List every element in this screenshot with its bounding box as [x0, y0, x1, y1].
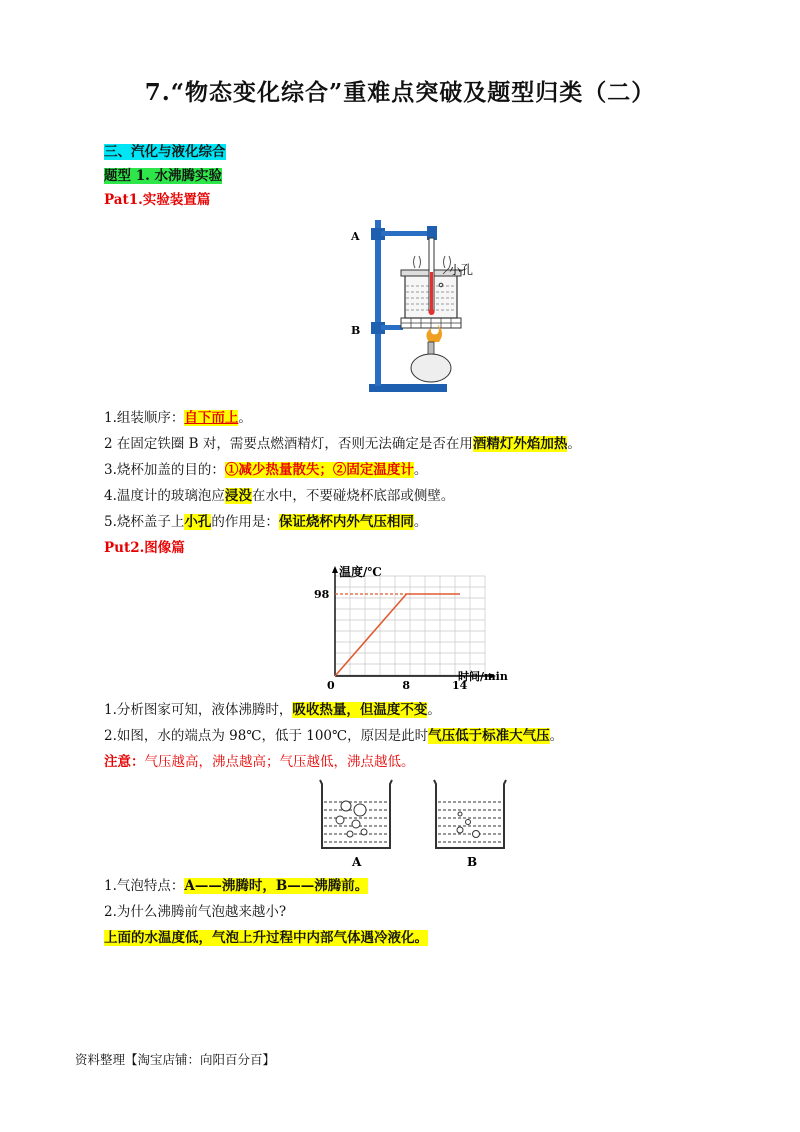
part1-item5-suffix: 。 — [413, 514, 428, 530]
part1-item1-prefix: 1.组装顺序： — [104, 410, 185, 426]
type-heading — [104, 166, 222, 186]
part3-answer — [104, 928, 428, 948]
part1-item3-answer: ①减少热量散失；②固定温度计 — [224, 462, 414, 478]
thermometer-liquid — [430, 272, 433, 312]
part1-item3-suffix: 。 — [413, 462, 428, 478]
part3-item1 — [104, 876, 368, 896]
section-heading-text: 三、汽化与液化综合 — [104, 144, 226, 160]
label-a: A — [351, 230, 360, 243]
part1-item4 — [104, 486, 454, 506]
part2-item1-suffix: 。 — [427, 702, 441, 718]
part2-item2-prefix: 2.如图，水的端点为 98℃，低于 100℃，原因是此时 — [104, 728, 429, 744]
part1-item5 — [104, 512, 427, 532]
note-label: 注意： — [104, 754, 145, 770]
part3-item1-answer: A——沸腾时，B——沸腾前。 — [184, 878, 369, 894]
part1-item5-answer2: 保证烧杯内外气压相同 — [278, 514, 414, 530]
thermometer-bulb — [429, 309, 435, 315]
part1-item3-prefix: 3.烧杯加盖的目的： — [104, 462, 225, 478]
beaker-b — [434, 780, 506, 848]
part1-heading: Pat1.实验装置篇 — [104, 192, 211, 208]
boiling-apparatus-figure — [345, 212, 475, 402]
y-tick-label: 98 — [314, 588, 330, 601]
part2-item2-answer: 气压低于标准大气压 — [428, 728, 550, 744]
part2-item1-prefix: 1.分析图家可知，液体沸腾时， — [104, 702, 293, 718]
part1-item4-prefix: 4.温度计的玻璃泡应 — [104, 488, 225, 504]
section-heading — [104, 142, 226, 162]
part3-item2: 2.为什么沸腾前气泡越来越小? — [104, 904, 287, 920]
beaker-a — [320, 780, 392, 848]
beaker-b-label: B — [467, 855, 478, 869]
part1-item1-suffix: 。 — [238, 410, 252, 426]
part3-item1-prefix: 1.气泡特点： — [104, 878, 185, 894]
part1-item2-suffix: 。 — [567, 436, 581, 452]
part2-heading: Put2.图像篇 — [104, 540, 185, 556]
x-axis-label: 时间/min — [458, 670, 508, 683]
bubble-beakers-figure — [310, 776, 510, 872]
part2-item1 — [104, 700, 441, 720]
footer: 资料整理【淘宝店铺：向阳百分百】 — [75, 1052, 276, 1067]
alcohol-lamp — [411, 354, 451, 382]
part1-item5-mid: 的作用是： — [211, 514, 279, 530]
part1-item4-suffix: 在水中，不要碰烧杯底部或侧壁。 — [251, 488, 455, 504]
part1-item5-answer1: 小孔 — [184, 514, 212, 530]
part1-item1 — [104, 408, 252, 428]
type-heading-text: 题型 1. 水沸腾实验 — [104, 168, 222, 184]
part1-item5-prefix: 5.烧杯盖子上 — [104, 514, 185, 530]
part1-item3 — [104, 460, 427, 480]
ring-arm — [381, 325, 403, 330]
x-tick-label: 8 — [402, 679, 411, 692]
part1-item2-answer: 酒精灯外焰加热 — [472, 436, 568, 452]
part1-item2-prefix: 2 在固定铁圈 B 对，需要点燃酒精灯，否则无法确定是否在用 — [104, 436, 473, 452]
y-axis-label: 温度/℃ — [339, 565, 382, 579]
part2-item2 — [104, 726, 563, 746]
clamp-arm — [381, 231, 433, 236]
y-axis-arrow — [332, 566, 338, 573]
chart-grid — [335, 576, 485, 676]
part1-item1-answer: 自下而上 — [184, 410, 239, 426]
page-title: 7.“物态变化综合”重难点突破及题型归类（二） — [144, 79, 656, 106]
x-tick-label: 14 — [452, 679, 468, 692]
lamp-wick — [428, 342, 434, 354]
part3-answer-text: 上面的水温度低，气泡上升过程中内部气体遇冷液化。 — [104, 930, 428, 946]
part2-item1-answer: 吸收热量，但温度不变 — [292, 702, 428, 718]
beaker-a-label: A — [352, 855, 362, 869]
part1-item2 — [104, 434, 581, 454]
label-hole: 小孔 — [449, 263, 474, 277]
part2-note — [104, 752, 415, 772]
temperature-time-chart — [310, 562, 520, 694]
label-b: B — [351, 324, 361, 337]
part1-item4-answer: 浸没 — [224, 488, 252, 504]
note-text: 气压越高，沸点越高；气压越低，沸点越低。 — [144, 754, 415, 770]
x-tick-label: 0 — [327, 679, 335, 692]
stand-rod — [375, 220, 381, 386]
part2-item2-suffix: 。 — [549, 728, 564, 744]
